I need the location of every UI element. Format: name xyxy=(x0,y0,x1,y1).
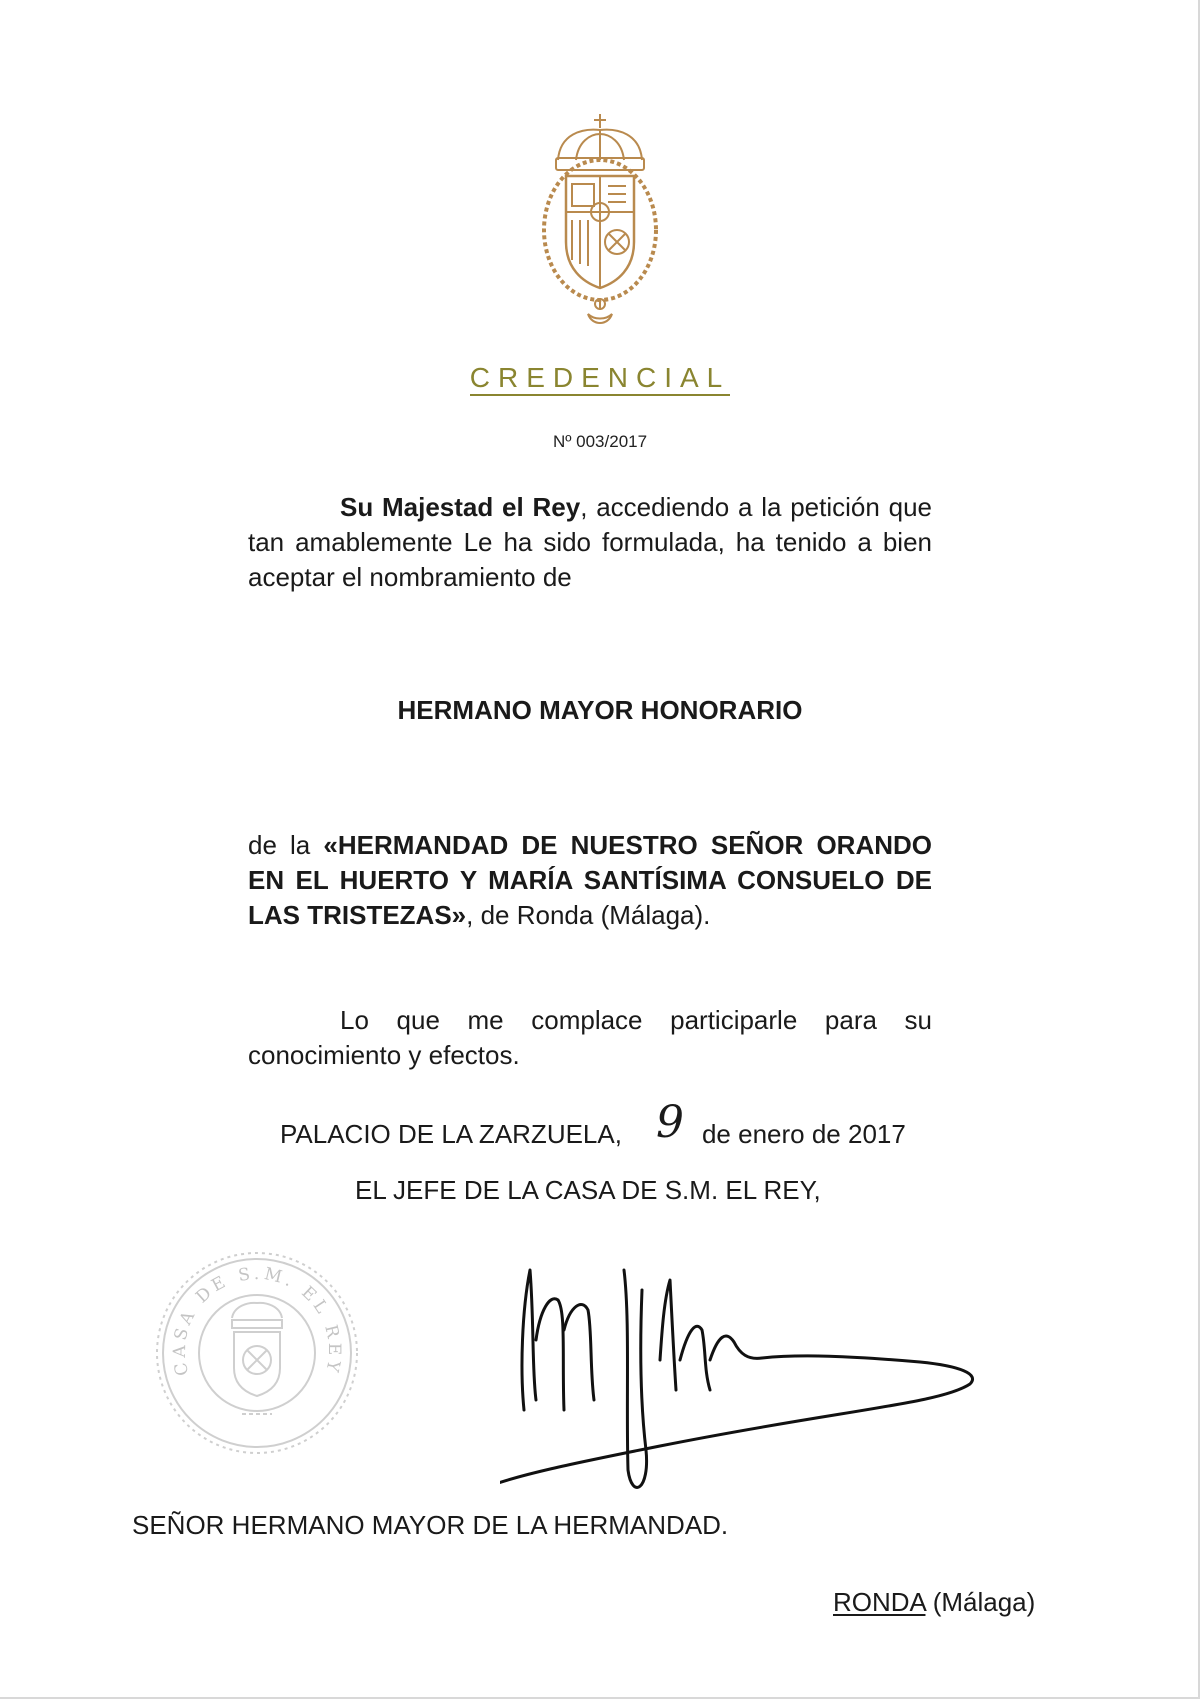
embossed-seal-icon xyxy=(152,1248,362,1458)
royal-coat-of-arms-icon xyxy=(530,112,670,334)
paragraph-closing: Lo que me complace participarle para su conocimiento y efectos. xyxy=(248,1005,932,1070)
brotherhood-suffix: , de Ronda (Málaga). xyxy=(466,900,711,930)
place-and-date xyxy=(280,1097,906,1154)
handwritten-signature-icon xyxy=(500,1250,1020,1520)
document-number: Nº 003/2017 xyxy=(552,432,648,451)
handwritten-day: 9 xyxy=(655,1097,684,1148)
document-title: CREDENCIAL xyxy=(0,362,1200,394)
brotherhood-name: «HERMANDAD DE NUESTRO SEÑOR ORANDO EN EL HUERTO Y MARÍA SANTÍSIMA CONSUELO DE LAS TRISTEZAS» xyxy=(248,830,932,930)
city-name: RONDA xyxy=(833,1587,926,1617)
addressee-city xyxy=(833,1587,1035,1618)
place-label: PALACIO DE LA ZARZUELA, xyxy=(280,1119,622,1149)
date-rest: de enero de 2017 xyxy=(701,1119,906,1149)
signer-title: EL JEFE DE LA CASA DE S.M. EL REY, xyxy=(355,1175,821,1205)
paragraph-brotherhood xyxy=(248,828,932,933)
appointment-title: HERMANO MAYOR HONORARIO xyxy=(397,695,803,725)
his-majesty-label: Su Majestad el Rey xyxy=(340,492,581,522)
acceptance-text: , accediendo a la petición que tan amablemente Le ha sido formulada, ha tenido a bien aceptar el nombramiento de xyxy=(248,492,932,592)
addressee-line: SEÑOR HERMANO MAYOR DE LA HERMANDAD. xyxy=(132,1510,729,1540)
brotherhood-prefix: de la xyxy=(248,830,324,860)
seal-legend: CASA DE S.M. EL REY xyxy=(169,1263,345,1378)
paragraph-acceptance xyxy=(248,490,932,595)
province-name: (Málaga) xyxy=(925,1587,1036,1617)
